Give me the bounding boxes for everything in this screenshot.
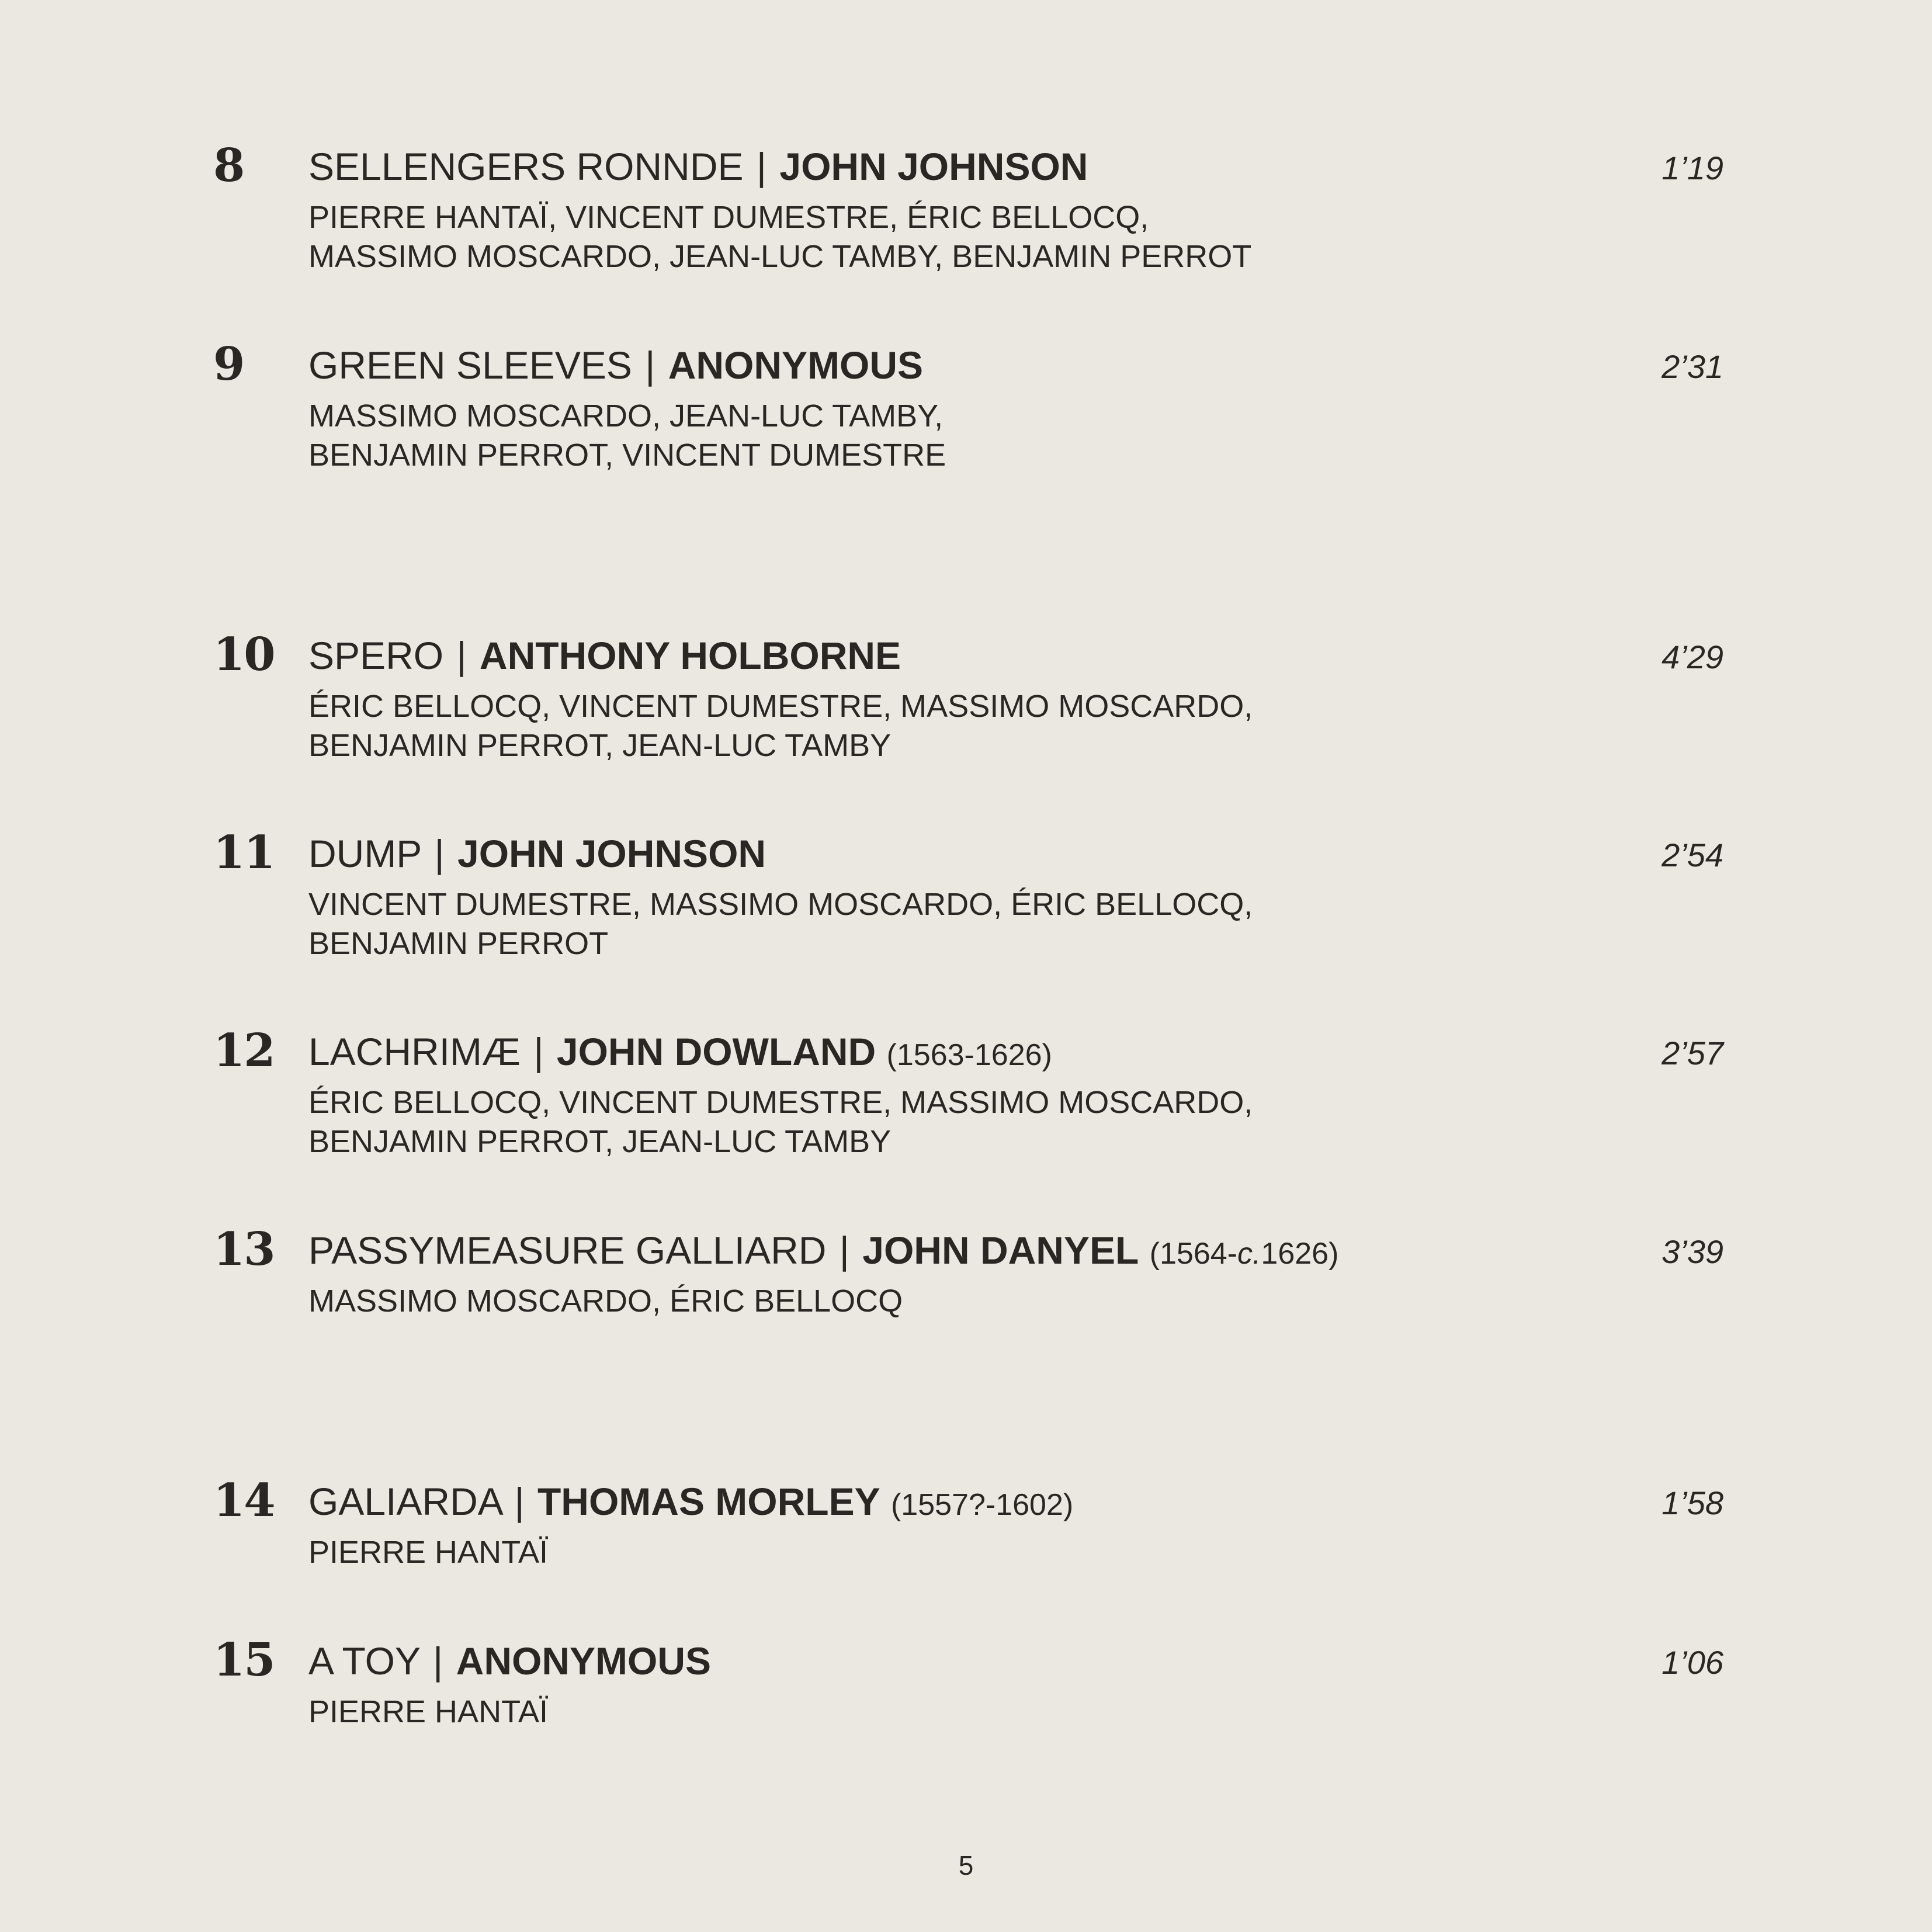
performers-line: PIERRE HANTAÏ [308,1694,549,1729]
track-number: 12 [213,1024,275,1077]
composer-name: JOHN DOWLAND [556,1030,876,1073]
composer-name: JOHN JOHNSON [779,145,1088,188]
dates-start: (1564- [1149,1237,1237,1271]
composer-dates: (1557?-1602) [890,1488,1074,1522]
track-title-line [308,833,766,874]
composer-name: JOHN DANYEL [862,1229,1139,1272]
track-title-line [308,1031,1052,1076]
performers [308,1692,548,1732]
dates-circa: c. [1237,1237,1261,1271]
track-title: SPERO [308,634,444,677]
composer-dates [1150,1237,1339,1271]
title-separator: | [434,832,445,875]
title-separator: | [533,1030,544,1073]
track-number: 8 [213,139,244,192]
track-title: SELLENGERS RONNDE [308,145,744,188]
performers-line: PIERRE HANTAÏ [308,1535,549,1570]
composer-name: ANONYMOUS [456,1639,712,1683]
track-number: 10 [213,628,275,681]
track-title: A TOY [308,1639,420,1683]
title-separator: | [645,344,655,387]
track-duration: 2’54 [1662,837,1723,873]
composer-name: THOMAS MORLEY [537,1480,880,1523]
track-title-line [308,635,901,676]
track-title-line [308,1640,711,1681]
track-number: 9 [213,338,244,391]
performers [308,687,1253,765]
composer-dates: (1563-1626) [886,1038,1052,1072]
track-duration: 1’58 [1662,1484,1723,1521]
track-title-line [308,1481,1073,1525]
performers [308,1083,1253,1161]
track-duration: 4’29 [1662,639,1723,675]
track-number: 13 [213,1223,275,1276]
performers-line: MASSIMO MOSCARDO, JEAN-LUC TAMBY, [308,398,944,433]
composer-name: JOHN JOHNSON [457,832,766,875]
track-number: 11 [213,826,275,879]
performers-line: MASSIMO MOSCARDO, JEAN-LUC TAMBY, BENJAMIN PERROT [308,239,1252,274]
title-separator: | [433,1639,443,1683]
track-title-line [308,146,1088,187]
title-separator: | [456,634,467,677]
performers-line: BENJAMIN PERROT [308,926,609,961]
track-title: LACHRIMÆ [308,1030,521,1073]
track-duration: 1’06 [1662,1644,1723,1681]
track-title-line [308,1230,1338,1274]
performers-line: MASSIMO MOSCARDO, ÉRIC BELLOCQ [308,1284,903,1319]
page-number: 5 [958,1850,974,1881]
track-title: GALIARDA [308,1480,502,1523]
performers-line: ÉRIC BELLOCQ, VINCENT DUMESTRE, MASSIMO MOSCARDO, [308,1085,1253,1120]
title-separator: | [756,145,767,188]
title-separator: | [514,1480,525,1523]
track-title: DUMP [308,832,422,875]
track-title: PASSYMEASURE GALLIARD [308,1229,827,1272]
performers-line: ÉRIC BELLOCQ, VINCENT DUMESTRE, MASSIMO MOSCARDO, [308,689,1253,724]
performers-line: BENJAMIN PERROT, JEAN-LUC TAMBY [308,728,892,763]
track-duration: 3’39 [1662,1233,1723,1270]
composer-name: ANTHONY HOLBORNE [479,634,901,677]
track-number: 15 [213,1633,275,1687]
performers-line: PIERRE HANTAÏ, VINCENT DUMESTRE, ÉRIC BELLOCQ, [308,200,1149,235]
track-duration: 1’19 [1662,150,1723,186]
performers-line: BENJAMIN PERROT, JEAN-LUC TAMBY [308,1124,892,1159]
performers [308,397,946,475]
performers [308,1533,548,1572]
track-title-line [308,345,923,386]
track-duration: 2’57 [1662,1035,1723,1071]
title-separator: | [839,1229,849,1272]
track-duration: 2’31 [1662,348,1723,385]
performers [308,198,1251,276]
performers-line: BENJAMIN PERROT, VINCENT DUMESTRE [308,438,946,473]
track-title: GREEN SLEEVES [308,344,632,387]
performers-line: VINCENT DUMESTRE, MASSIMO MOSCARDO, ÉRIC BELLOCQ, [308,887,1253,922]
performers [308,1282,903,1321]
dates-end: 1626) [1261,1237,1339,1271]
performers [308,885,1253,963]
composer-name: ANONYMOUS [668,344,924,387]
track-number: 14 [213,1474,275,1527]
